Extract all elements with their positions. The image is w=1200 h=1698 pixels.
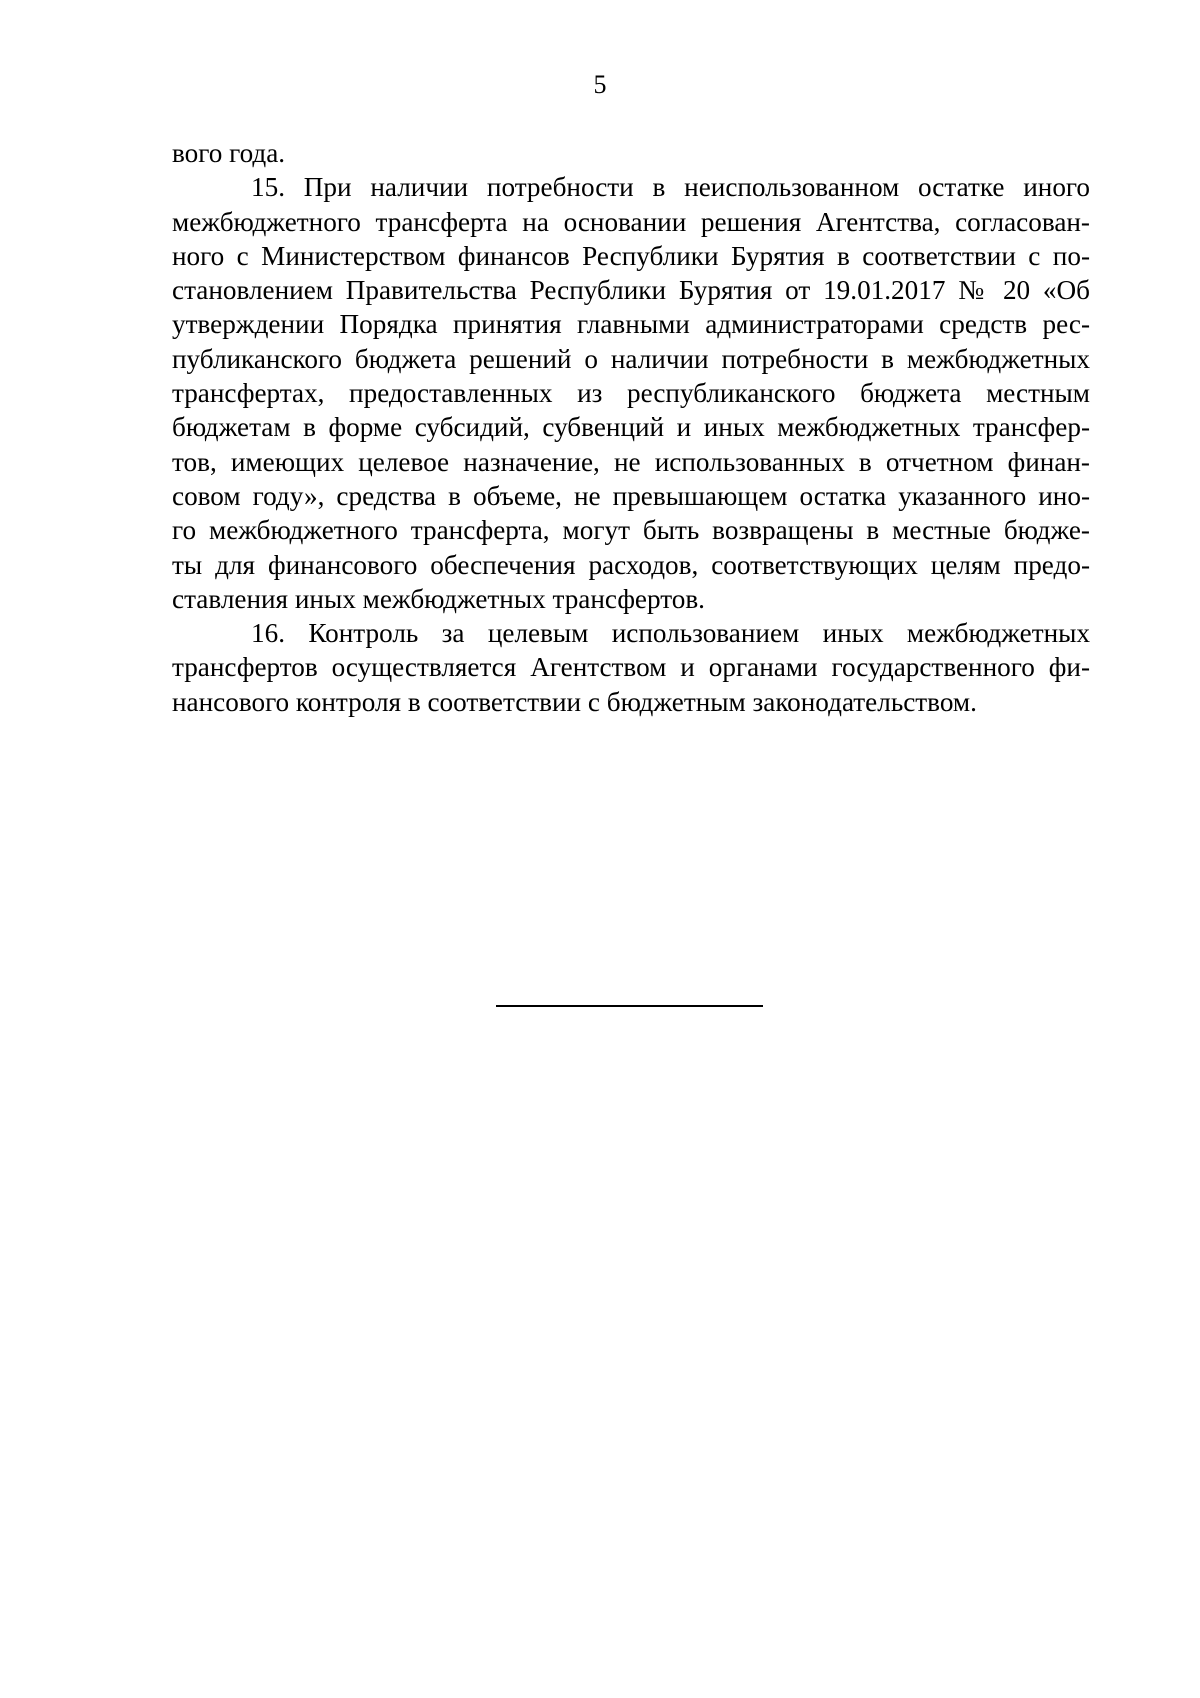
text-line: вого года. xyxy=(172,138,286,168)
page-number: 5 xyxy=(593,70,607,99)
text-line: становлением Правительства Республики Бурятия от 19.01.2017 № 20 «Об xyxy=(172,275,1090,306)
text-line: го межбюджетного трансферта, могут быть возвращены в местные бюдже- xyxy=(172,515,1090,546)
text-line: трансфертах, предоставленных из республиканского бюджета местным xyxy=(172,378,1090,409)
end-separator-line xyxy=(496,1005,763,1007)
text-line: совом году», средства в объеме, не превышающем остатка указанного ино- xyxy=(172,480,1090,511)
paragraph-15-start: 15. При наличии потребности в неиспользованном остатке иного xyxy=(251,172,1090,203)
text-line: трансфертов осуществляется Агентством и органами государственного фи- xyxy=(172,652,1090,683)
document-body xyxy=(172,136,1090,719)
text-line: утверждении Порядка принятия главными администраторами средств рес- xyxy=(172,309,1090,340)
text-line: бюджетам в форме субсидий, субвенций и иных межбюджетных трансфер- xyxy=(172,412,1090,443)
text-line: ты для финансового обеспечения расходов, соответствующих целям предо- xyxy=(172,549,1090,580)
text-line: ного с Министерством финансов Республики Бурятия в соответствии с по- xyxy=(172,240,1090,271)
text-line: нансового контроля в соответствии с бюджетным законодательством. xyxy=(172,686,977,717)
paragraph-16-start: 16. Контроль за целевым использованием иных межбюджетных xyxy=(251,618,1090,649)
text-line: тов, имеющих целевое назначение, не использованных в отчетном финан- xyxy=(172,446,1090,477)
text-line: межбюджетного трансферта на основании решения Агентства, согласован- xyxy=(172,206,1090,237)
text-line: ставления иных межбюджетных трансфертов. xyxy=(172,583,705,614)
text-line: публиканского бюджета решений о наличии потребности в межбюджетных xyxy=(172,343,1090,374)
